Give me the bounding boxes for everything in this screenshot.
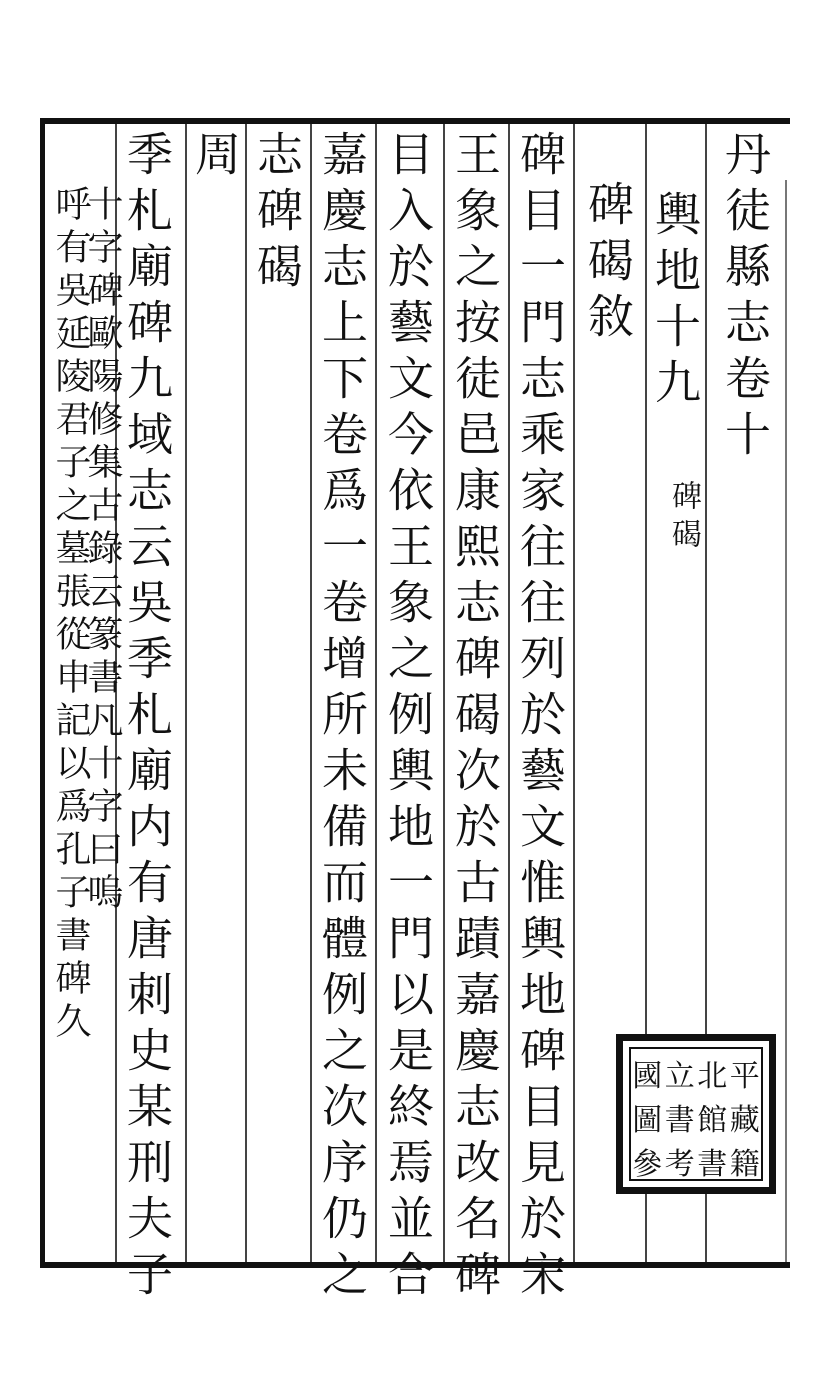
header-title: 丹徒縣志卷十 — [718, 130, 772, 466]
top-frame-line — [40, 118, 790, 124]
seal-char: 館 — [697, 1103, 728, 1138]
column-divider — [185, 124, 187, 1262]
column-divider — [443, 124, 445, 1262]
text-column-6: 周 — [188, 130, 242, 186]
text-column-1: 碑目一門志乘家往往列於藝文惟輿地碑目見於宋 — [513, 130, 567, 1306]
left-frame-line — [40, 118, 45, 1268]
seal-char: 藏 — [729, 1103, 760, 1138]
annotation-column-2: 呼有吳延陵君子之墓張從申記以爲孔子書碑久 — [50, 185, 91, 1045]
seal-char: 籍 — [729, 1147, 760, 1182]
library-seal — [616, 1034, 776, 1194]
annotation-column-1: 十字碑歐陽修集古錄云篆書凡十字曰嗚 — [82, 185, 123, 916]
text-column-4: 嘉慶志上下卷爲一卷增所未備而體例之次序仍之 — [315, 130, 369, 1306]
seal-char: 北 — [697, 1059, 728, 1094]
column-divider — [573, 124, 575, 1262]
column-divider — [310, 124, 312, 1262]
seal-char: 考 — [664, 1147, 695, 1182]
seal-char: 立 — [664, 1059, 695, 1094]
column-divider — [245, 124, 247, 1262]
section-title: 輿地十九 — [648, 190, 702, 414]
seal-char: 書 — [697, 1147, 728, 1182]
text-column-2: 王象之按徒邑康熙志碑碣次於古蹟嘉慶志改名碑 — [448, 130, 502, 1306]
seal-char: 圖 — [632, 1103, 663, 1138]
seal-char: 平 — [729, 1059, 760, 1094]
text-column-5: 志碑碣 — [250, 130, 304, 298]
right-margin-line — [785, 180, 787, 1262]
seal-char: 參 — [632, 1147, 663, 1182]
column-divider — [375, 124, 377, 1262]
text-column-7: 季札廟碑九域志云吳季札廟内有唐刺史某刑夫子 — [120, 130, 174, 1306]
seal-char: 書 — [664, 1103, 695, 1138]
section-subtitle: 碑碣 — [666, 480, 701, 556]
heading: 碑碣敘 — [581, 180, 635, 348]
text-column-3: 目入於藝文今依王象之例輿地一門以是終焉並合 — [381, 130, 435, 1306]
seal-char: 國 — [632, 1059, 663, 1094]
column-divider — [508, 124, 510, 1262]
